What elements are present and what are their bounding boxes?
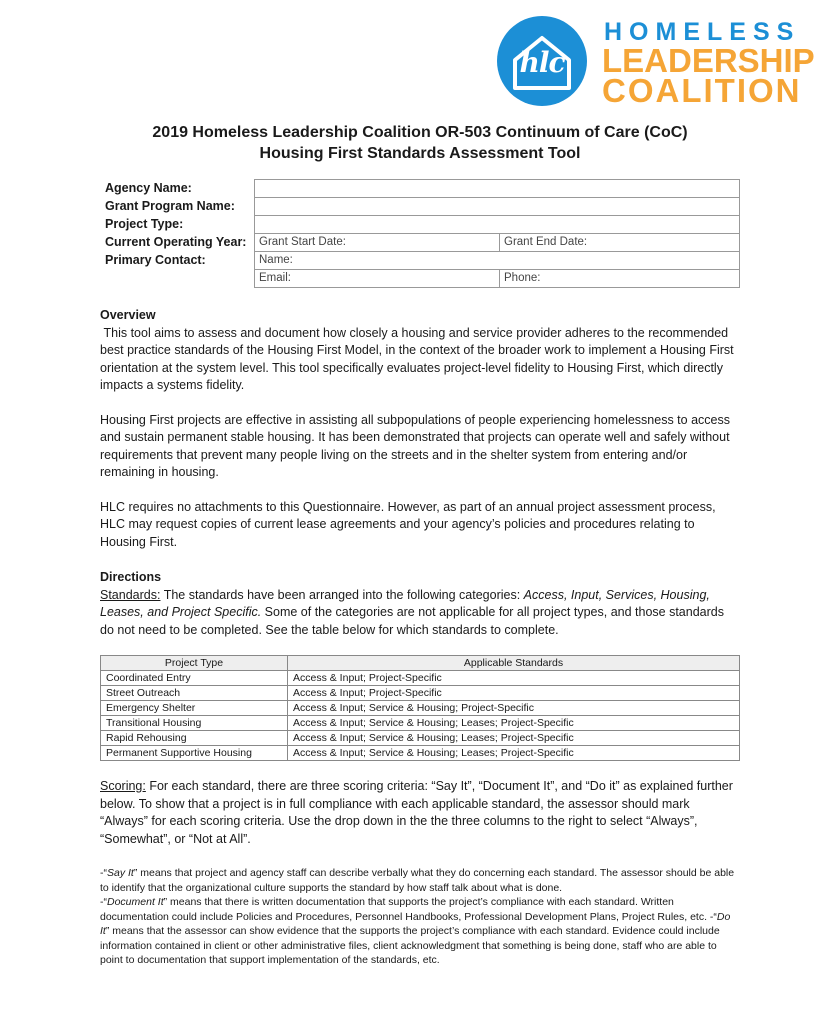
say-it-note: -“Say It” means that project and agency staff can describe verbally what they do concerning each standard. The assessor should be able to identify that the organizational culture supports the standard by how staff talk about what is done. [100, 867, 735, 894]
grant-program-name-field[interactable] [255, 198, 740, 216]
agency-name-label: Agency Name: [105, 181, 192, 195]
logo-house-icon [497, 16, 587, 106]
grant-end-date-field[interactable]: Grant End Date: [500, 234, 740, 252]
scoring-section [100, 778, 740, 848]
logo-text-coalition: COALITION [602, 72, 802, 109]
directions-section [100, 569, 740, 639]
project-type-cell: Permanent Supportive Housing [101, 746, 288, 761]
project-type-label: Project Type: [105, 217, 184, 231]
standards-label: Standards: [100, 587, 161, 602]
standards-cell: Access & Input; Project-Specific [288, 671, 740, 686]
table-row [101, 686, 740, 701]
contact-name-field[interactable]: Name: [255, 252, 740, 270]
standards-cell: Access & Input; Service & Housing; Leases; Project-Specific [288, 731, 740, 746]
document-do-it-note: -“Document It” means that there is written documentation that supports the project’s compliance with each standard. Written documentation could include Policies and Procedures, Personnel Handbooks, Professional Development Plans, Project Rules, etc. -“Do It” means that the assessor can show evidence that the supports the project’s compliance with each standard. Evidence could include information contained in client or other administrative files, client acknowledgment that something is being done, staff who are able to point to documentation that support implementation of the standards, etc. [100, 896, 731, 966]
project-type-field[interactable] [255, 216, 740, 234]
scoring-paragraph: Scoring: For each standard, there are three scoring criteria: “Say It”, “Document It”, and “Do it” as explained further below. To show that a project is in full compliance with each applicable standard, the assessor should mark “Always” for each scoring criteria. Use the drop down in the the three columns to the right to select “Always”, “Somewhat”, or “Not at All”. [100, 779, 733, 846]
table-row [101, 701, 740, 716]
overview-heading: Overview [100, 308, 156, 322]
table-row [101, 731, 740, 746]
header-project-type: Project Type [101, 656, 288, 671]
project-type-cell: Rapid Rehousing [101, 731, 288, 746]
standards-table [100, 655, 740, 761]
standards-paragraph: Standards: The standards have been arranged into the following categories: Access, Input, Services, Housing, Leases, and Project Specific. Some of the categories are not applicable for all project types, and those standards do not need to be completed. See the table below for which standards to complete. [100, 587, 724, 637]
standards-cell: Access & Input; Service & Housing; Leases; Project-Specific [288, 716, 740, 731]
standards-categories: Access, Input, Services, Housing, Leases, and Project Specific. [100, 587, 710, 619]
project-type-cell: Emergency Shelter [101, 701, 288, 716]
header-applicable-standards: Applicable Standards [288, 656, 740, 671]
grant-program-name-label: Grant Program Name: [105, 199, 235, 213]
project-type-cell: Coordinated Entry [101, 671, 288, 686]
primary-contact-label: Primary Contact: [105, 253, 206, 267]
logo-text-leadership: LEADERSHIP [602, 42, 815, 79]
grant-start-date-field[interactable]: Grant Start Date: [255, 234, 500, 252]
standards-cell: Access & Input; Service & Housing; Project-Specific [288, 701, 740, 716]
hlc-logo [497, 16, 815, 109]
table-row [101, 746, 740, 761]
overview-paragraph-2: Housing First projects are effective in assisting all subpopulations of people experiencing homelessness to access and sustain permanent stable housing. It has been demonstrated that projects can operate well and safely without requirements that prevent many people living on the streets and in the shelter system from entering and/or remaining in housing. [100, 412, 730, 479]
agency-info-table [100, 179, 740, 288]
standards-cell: Access & Input; Service & Housing; Leases; Project-Specific [288, 746, 740, 761]
overview-paragraph-1: This tool aims to assess and document how closely a housing and service provider adheres to the recommended best practice standards of the Housing First Model, in the context of the broader work to implement a Housing First orientation at the system level. This tool specifically evaluates project-level fidelity to Housing First, which directly impacts a systems fidelity. [100, 325, 734, 392]
scoring-notes [100, 866, 740, 968]
title-line-1: 2019 Homeless Leadership Coalition OR-503 Continuum of Care (CoC) [152, 124, 688, 141]
logo-mark: hlc [519, 46, 565, 79]
directions-heading: Directions [100, 570, 162, 584]
table-row [101, 671, 740, 686]
scoring-label: Scoring: [100, 779, 146, 793]
blank-label-cell [100, 270, 255, 288]
table-row [101, 716, 740, 731]
contact-email-field[interactable]: Email: [255, 270, 500, 288]
agency-name-field[interactable] [255, 180, 740, 198]
title-line-2: Housing First Standards Assessment Tool [259, 145, 581, 162]
project-type-cell: Street Outreach [101, 686, 288, 701]
current-operating-year-label: Current Operating Year: [105, 235, 247, 249]
logo-text-homeless: HOMELESS [604, 18, 801, 46]
document-title [100, 122, 740, 164]
project-type-cell: Transitional Housing [101, 716, 288, 731]
contact-phone-field[interactable]: Phone: [500, 270, 740, 288]
standards-cell: Access & Input; Project-Specific [288, 686, 740, 701]
overview-paragraph-3: HLC requires no attachments to this Questionnaire. However, as part of an annual project assessment process, HLC may request copies of current lease agreements and your agency’s policies and procedures relating to Housing First. [100, 499, 716, 549]
overview-section [100, 307, 740, 551]
